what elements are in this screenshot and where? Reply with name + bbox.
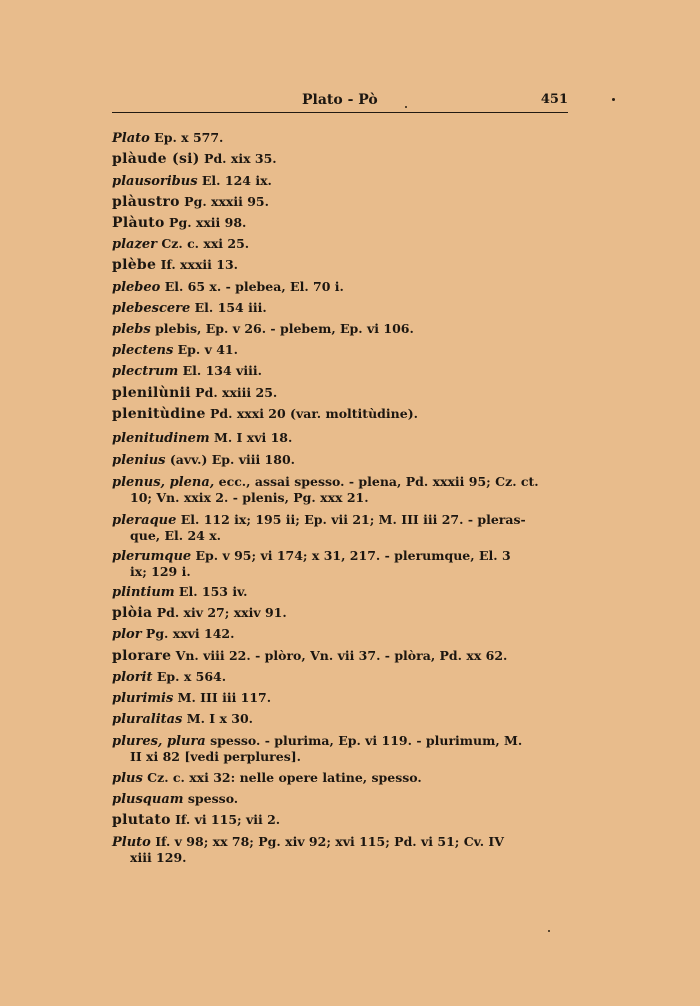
entry-headword: plòia (112, 605, 153, 621)
page-header (112, 92, 568, 113)
entry (112, 300, 267, 316)
entry (112, 770, 422, 786)
paper-speck (405, 106, 407, 108)
entry-references: Pg. xxii 98. (164, 215, 247, 230)
entry-headword: plus (112, 771, 143, 786)
entry-references: Pg. xxxii 95. (179, 194, 269, 209)
entry-continuation: 10; Vn. xxix 2. - plenis, Pg. xxx 21. (130, 490, 369, 505)
entry-references: Pg. xxvi 142. (141, 626, 235, 641)
entry-references: Ep. x 564. (152, 669, 227, 684)
entry (112, 733, 522, 764)
entry-headword: plusquam (112, 792, 184, 807)
entry-headword: plor (112, 627, 142, 642)
entry-continuation: ix; 129 i. (130, 564, 191, 579)
entry (112, 194, 269, 210)
entry (112, 690, 271, 706)
entry-headword: plenus, plena, (112, 475, 215, 490)
entry-references: Pd. xiv 27; xxiv 91. (152, 605, 287, 620)
entry-headword: pleraque (112, 513, 177, 528)
entry-headword: plebeo (112, 280, 161, 295)
entry-references: (avv.) Ep. viii 180. (165, 452, 295, 467)
entry-headword: plures, plura (112, 734, 206, 749)
entry (112, 626, 234, 642)
entry-continuation: xiii 129. (130, 850, 187, 865)
entry-headword: plurimis (112, 691, 174, 706)
entry (112, 151, 277, 167)
entry (112, 363, 262, 379)
entry-references: plebis, Ep. v 26. - plebem, Ep. vi 106. (150, 321, 414, 336)
entry-references: If. xxxii 13. (156, 257, 239, 272)
entry (112, 130, 223, 146)
entry-headword: plàude (si) (112, 151, 200, 167)
entry-headword: plerumque (112, 549, 192, 564)
entry-headword: plebs (112, 322, 151, 337)
entry-headword: plectrum (112, 364, 179, 379)
entry-references: Ep. v 41. (173, 342, 238, 357)
entry-headword: plèbe (112, 257, 157, 273)
entry (112, 474, 539, 505)
entry-references: Ep. x 577. (149, 130, 224, 145)
entry-references: Cz. c. xxi 25. (156, 236, 250, 251)
entry-headword: plenilùnii (112, 385, 191, 401)
entry-continuation: II xi 82 [vedi perplures]. (130, 749, 302, 764)
entry-headword: plazer (112, 237, 157, 252)
entry-references: Pd. xxiii 25. (190, 385, 278, 400)
entry-references: El. 154 iii. (190, 300, 267, 315)
entry-continuation: que, El. 24 x. (130, 528, 222, 543)
entry (112, 236, 249, 252)
entry (112, 173, 272, 189)
entry-references: spesso. (183, 791, 239, 806)
entry-references: ecc., assai spesso. - plena, Pd. xxxii 95; Cz. ct. (214, 474, 539, 489)
running-title: Plato - Pò (302, 92, 378, 108)
entry-headword: plutato (112, 812, 171, 828)
entry-references: Pd. xix 35. (199, 151, 277, 166)
entry-headword: Pluto (112, 835, 151, 850)
entry-headword: plausoribus (112, 174, 198, 189)
entry-references: M. I x 30. (182, 711, 254, 726)
entry-headword: plenius (112, 453, 166, 468)
entry (112, 669, 226, 685)
entry-references: If. vi 115; vii 2. (170, 812, 281, 827)
entry-references: El. 112 ix; 195 ii; Ep. vii 21; M. III iii 27. - pleras- (176, 512, 526, 527)
entry-headword: plectens (112, 343, 174, 358)
entry (112, 834, 504, 865)
entry-references: Pd. xxxi 20 (var. moltitùdine). (205, 406, 418, 421)
entry (112, 548, 511, 579)
entry-references: El. 124 ix. (197, 173, 272, 188)
entry-headword: plorare (112, 648, 172, 664)
entry (112, 711, 253, 727)
entry-headword: plebescere (112, 301, 191, 316)
entry-headword: Plàuto (112, 215, 165, 231)
entry (112, 321, 414, 337)
paper-speck (612, 98, 615, 101)
entry (112, 215, 246, 231)
entry (112, 406, 418, 422)
entry-references: El. 153 iv. (174, 584, 248, 599)
entry-references: M. I xvi 18. (209, 430, 293, 445)
entry-headword: plenitùdine (112, 406, 206, 422)
entry-references: Cz. c. xxi 32: nelle opere latine, spesso. (142, 770, 422, 785)
entry (112, 648, 507, 664)
entry (112, 342, 238, 358)
entry-headword: plàustro (112, 194, 180, 210)
entry-headword: pluralitas (112, 712, 183, 727)
entry-headword: plorit (112, 670, 153, 685)
page-number: 451 (540, 92, 568, 107)
entry (112, 257, 238, 273)
entry-references: If. v 98; xx 78; Pg. xiv 92; xvi 115; Pd. vi 51; Cv. IV (150, 834, 504, 849)
entry-references: M. III iii 117. (173, 690, 272, 705)
entry (112, 279, 344, 295)
entry-references: El. 134 viii. (178, 363, 262, 378)
entry (112, 605, 287, 621)
paper-speck (548, 930, 550, 932)
entry (112, 812, 280, 828)
entry (112, 512, 526, 543)
entry (112, 584, 247, 600)
entry (112, 452, 295, 468)
entry (112, 430, 292, 446)
entry-headword: plenitudinem (112, 431, 210, 446)
entry-headword: plintium (112, 585, 175, 600)
entry-references: El. 65 x. - plebea, El. 70 i. (160, 279, 344, 294)
entry (112, 791, 238, 807)
entry-headword: Plato (112, 131, 150, 146)
entry-references: Vn. viii 22. - plòro, Vn. vii 37. - plòra, Pd. xx 62. (171, 648, 508, 663)
entry-references: spesso. - plurima, Ep. vi 119. - plurimum, M. (205, 733, 523, 748)
entry-references: Ep. v 95; vi 174; x 31, 217. - plerumque, El. 3 (191, 548, 511, 563)
entry (112, 385, 277, 401)
